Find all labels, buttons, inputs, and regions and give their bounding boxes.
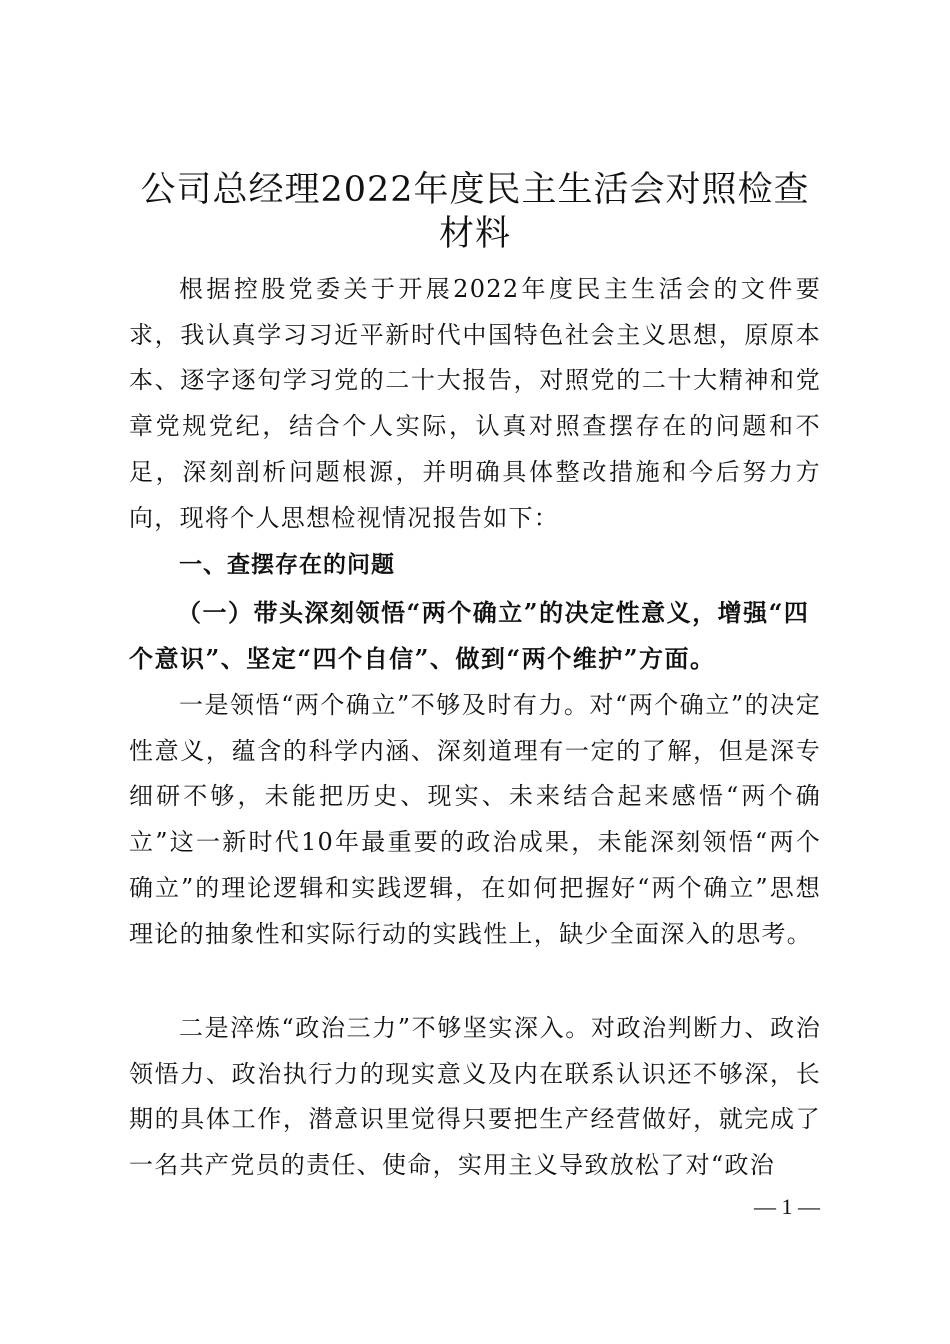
document-title: 公司总经理2022年度民主生活会对照检查材料 (140, 170, 810, 254)
section-heading: 一、查摆存在的问题 (179, 552, 395, 578)
body-paragraph-2: 二是淬炼“政治三力”不够坚实深入。对政治判断力、政治领悟力、政治执行力的现实意义及内在联系认识还不够深，长期的具体工作，潜意识里觉得只要把生产经营做好，就完成了一名共产党员的责任、使命，实用主义导致放松了对“政治 (129, 1014, 821, 1180)
body-paragraph-1: 一是领悟“两个确立”不够及时有力。对“两个确立”的决定性意义，蕴含的科学内涵、深刻道理有一定的了解，但是深专细研不够，未能把历史、现实、未来结合起来感悟“两个确立”这一新时代10年最重要的政治成果，未能深刻领悟“两个确立”的理论逻辑和实践逻辑，在如何把握好“两个确立”思想理论的抽象性和实际行动的实践性上，缺少全面深入的思考。 (129, 691, 821, 948)
intro-paragraph: 根据控股党委关于开展2022年度民主生活会的文件要求，我认真学习习近平新时代中国特色社会主义思想，原原本本、逐字逐句学习党的二十大报告，对照党的二十大精神和党章党规党纪，结合个人实际，认真对照查摆存在的问题和不足，深刻剖析问题根源，并明确具体整改措施和今后努力方向，现将个人思想检视情况报告如下： (129, 275, 821, 532)
subsection-heading: （一）带头深刻领悟“两个确立”的决定性意义，增强“四个意识”、坚定“四个自信”、做到“两个维护”方面。 (129, 598, 810, 673)
page-number: — 1 — (754, 1194, 820, 1219)
